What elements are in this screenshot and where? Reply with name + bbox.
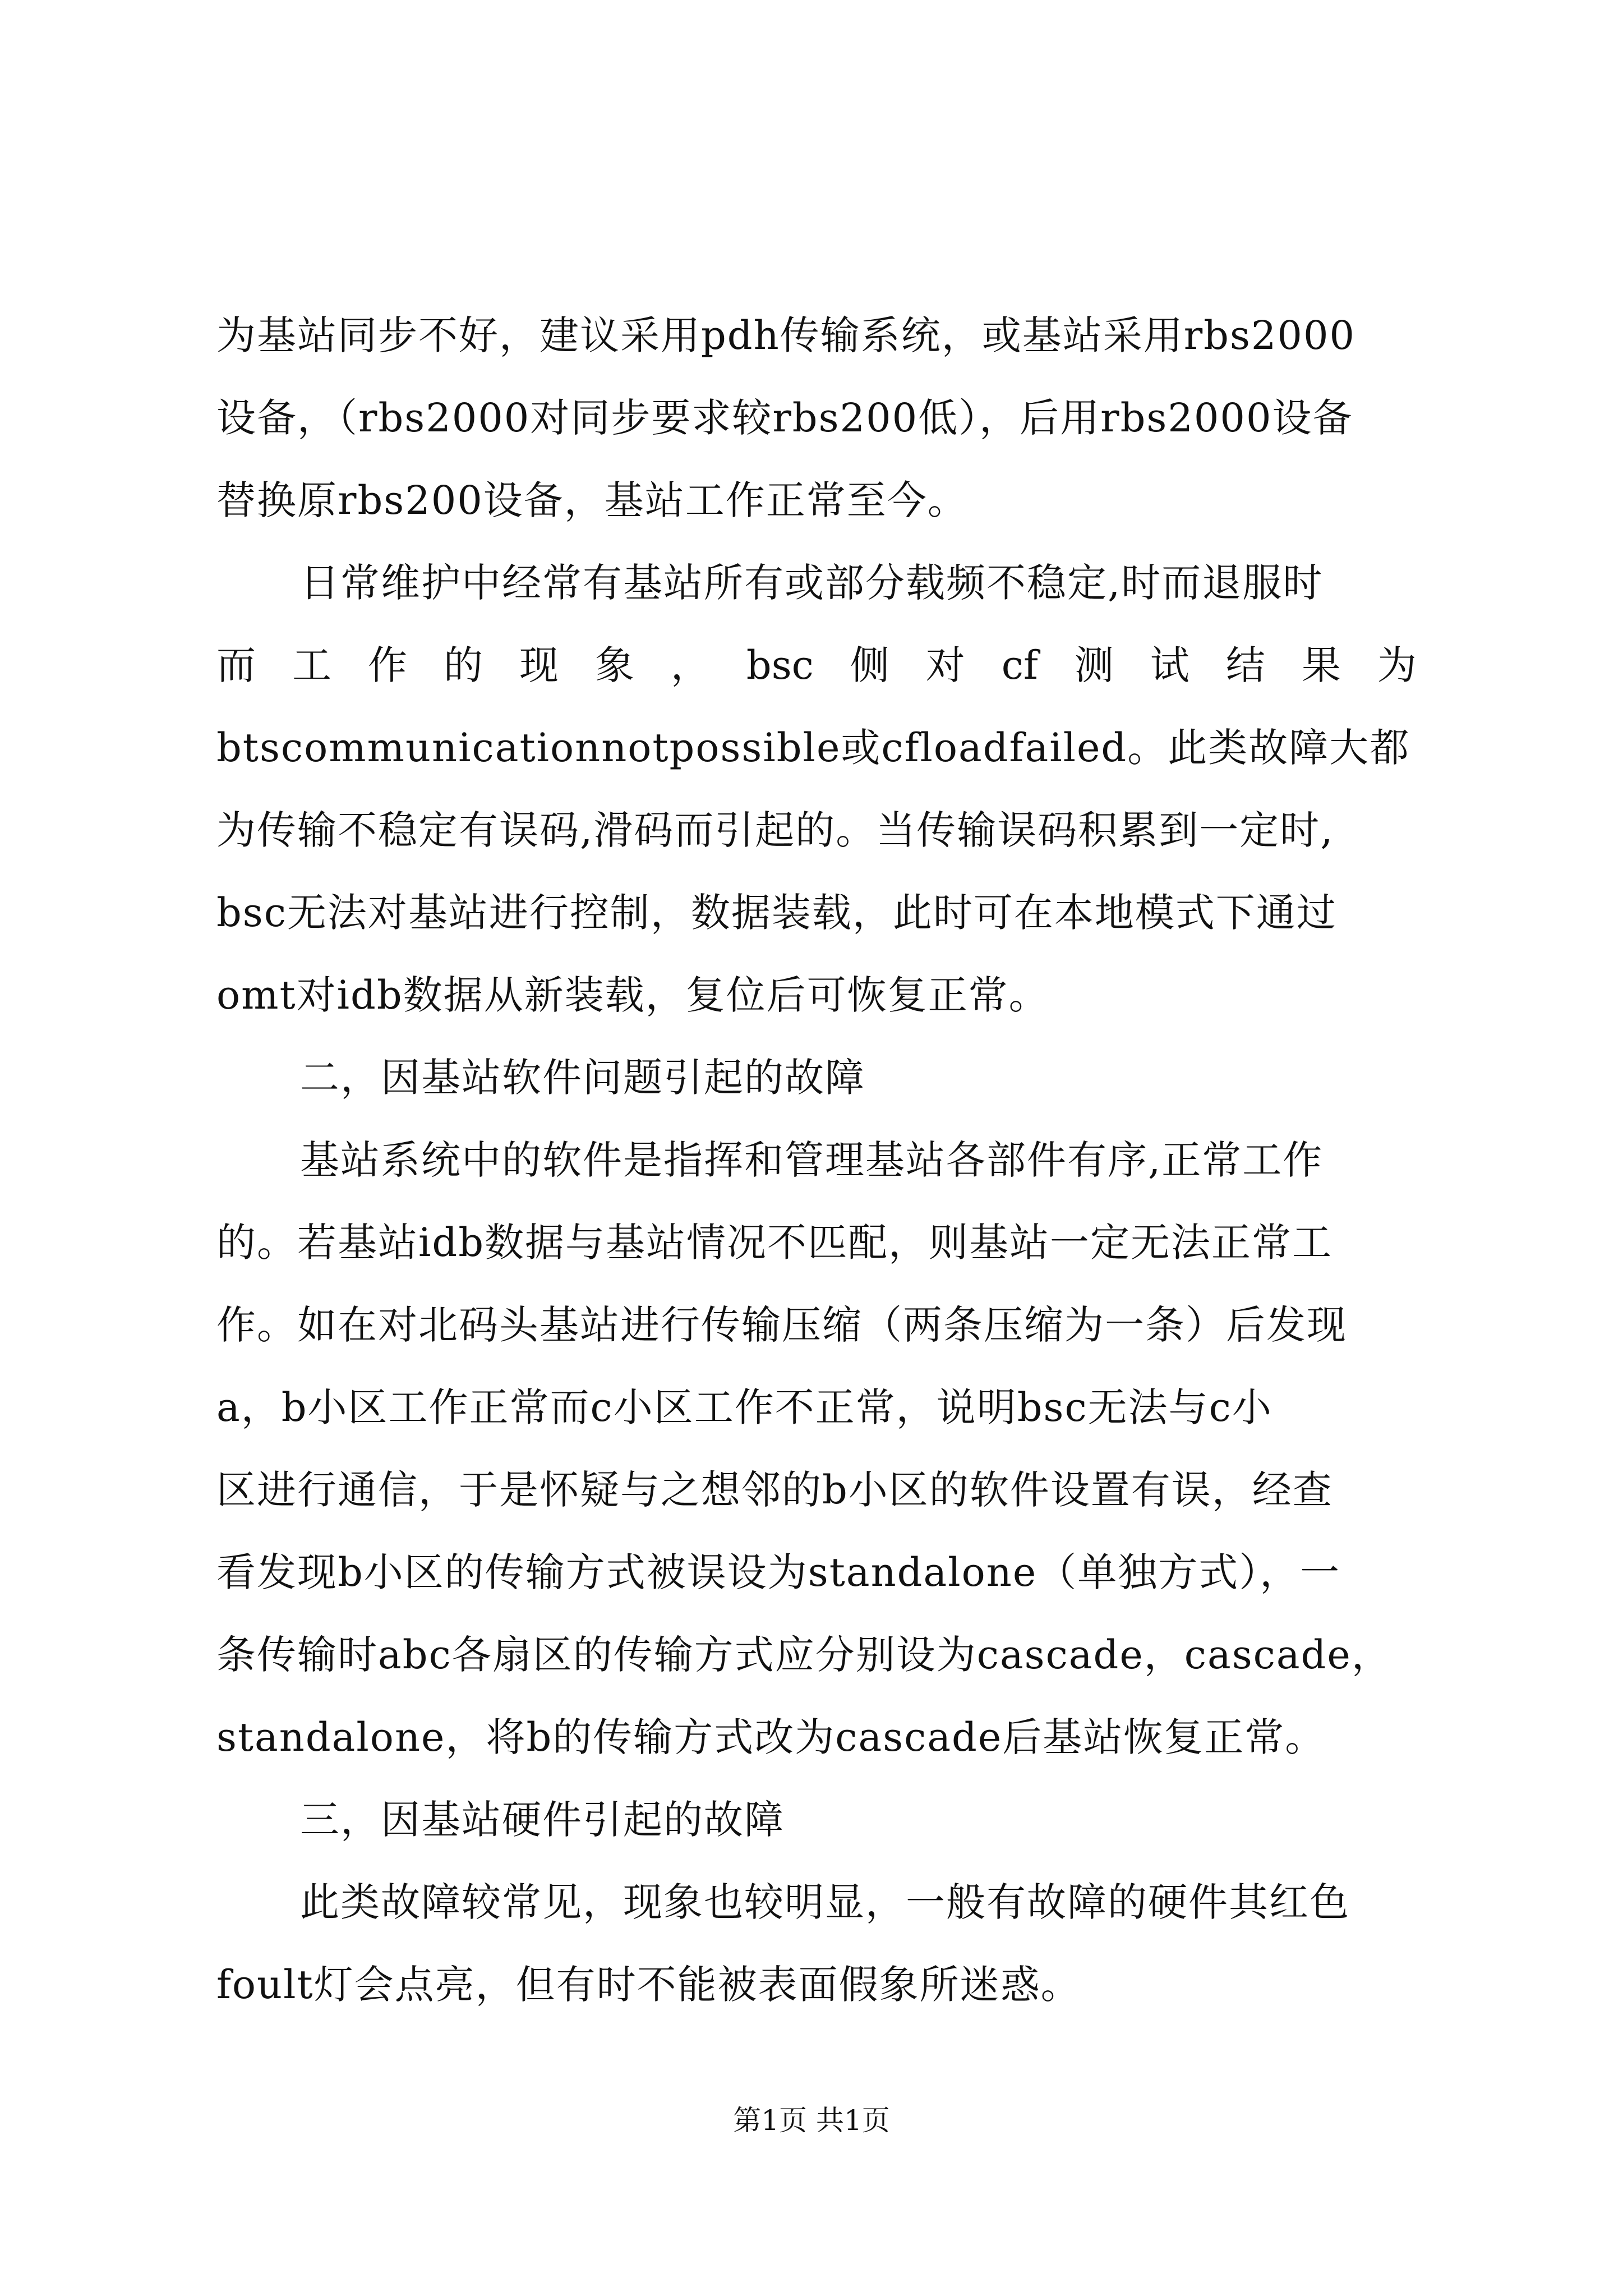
text-line: 日常维护中经常有基站所有或部分载频不稳定,时而退服时: [300, 560, 1324, 606]
text-line: 区进行通信，于是怀疑与之想邻的b小区的软件设置有误，经查: [216, 1467, 1333, 1513]
text-line: a，b小区工作正常而c小区工作不正常，说明bsc无法与c小: [216, 1384, 1272, 1430]
word: ，: [670, 642, 710, 688]
word: 的: [443, 642, 483, 688]
word: 为: [1377, 642, 1417, 688]
word: cf: [1001, 642, 1038, 688]
word: 测: [1074, 642, 1114, 688]
word: 侧: [850, 642, 889, 688]
word: 象: [594, 642, 634, 688]
word: 果: [1301, 642, 1341, 688]
word: 工: [292, 642, 331, 688]
text-line: standalone，将b的传输方式改为cascade后基站恢复正常。: [216, 1714, 1326, 1760]
word: 结: [1225, 642, 1265, 688]
text-line: 的。若基站idb数据与基站情况不匹配，则基站一定无法正常工: [216, 1220, 1333, 1266]
text-line: 设备，（rbs2000对同步要求较rbs200低），后用rbs2000设备: [216, 395, 1353, 441]
text-line: 为传输不稳定有误码,滑码而引起的。当传输误码积累到一定时,: [216, 807, 1334, 853]
section-heading: 二，因基站软件问题引起的故障: [300, 1055, 865, 1101]
text-line: 看发现b小区的传输方式被误设为standalone（单独方式），一: [216, 1549, 1341, 1595]
text-line: 基站系统中的软件是指挥和管理基站各部件有序,正常工作: [300, 1137, 1324, 1183]
text-line: 作。如在对北码头基站进行传输压缩（两条压缩为一条）后发现: [216, 1302, 1347, 1348]
text-line: omt对idb数据从新装载，复位后可恢复正常。: [216, 972, 1049, 1018]
text-line: foult灯会点亮，但有时不能被表面假象所迷惑。: [216, 1962, 1081, 2008]
page-footer: 第1页 共1页: [733, 2104, 890, 2137]
word: 对: [925, 642, 965, 688]
text-line: 此类故障较常见，现象也较明显，一般有故障的硬件其红色: [300, 1879, 1350, 1925]
word: 而: [216, 642, 256, 688]
text-line: 条传输时abc各扇区的传输方式应分别设为cascade，cascade，: [216, 1632, 1392, 1678]
text-line: bsc无法对基站进行控制，数据装载，此时可在本地模式下通过: [216, 890, 1337, 936]
word: 作: [367, 642, 407, 688]
text-line: btscommunicationnotpossible或cfloadfailed。此类故障大都: [216, 725, 1410, 771]
word: bsc: [746, 642, 814, 688]
word: 试: [1150, 642, 1189, 688]
word: 现: [519, 642, 559, 688]
section-heading: 三，因基站硬件引起的故障: [300, 1797, 785, 1843]
text-line: 为基站同步不好，建议采用pdh传输系统，或基站采用rbs2000: [216, 312, 1356, 358]
justified-text-line: [216, 637, 1417, 693]
text-line: 替换原rbs200设备，基站工作正常至今。: [216, 477, 968, 523]
